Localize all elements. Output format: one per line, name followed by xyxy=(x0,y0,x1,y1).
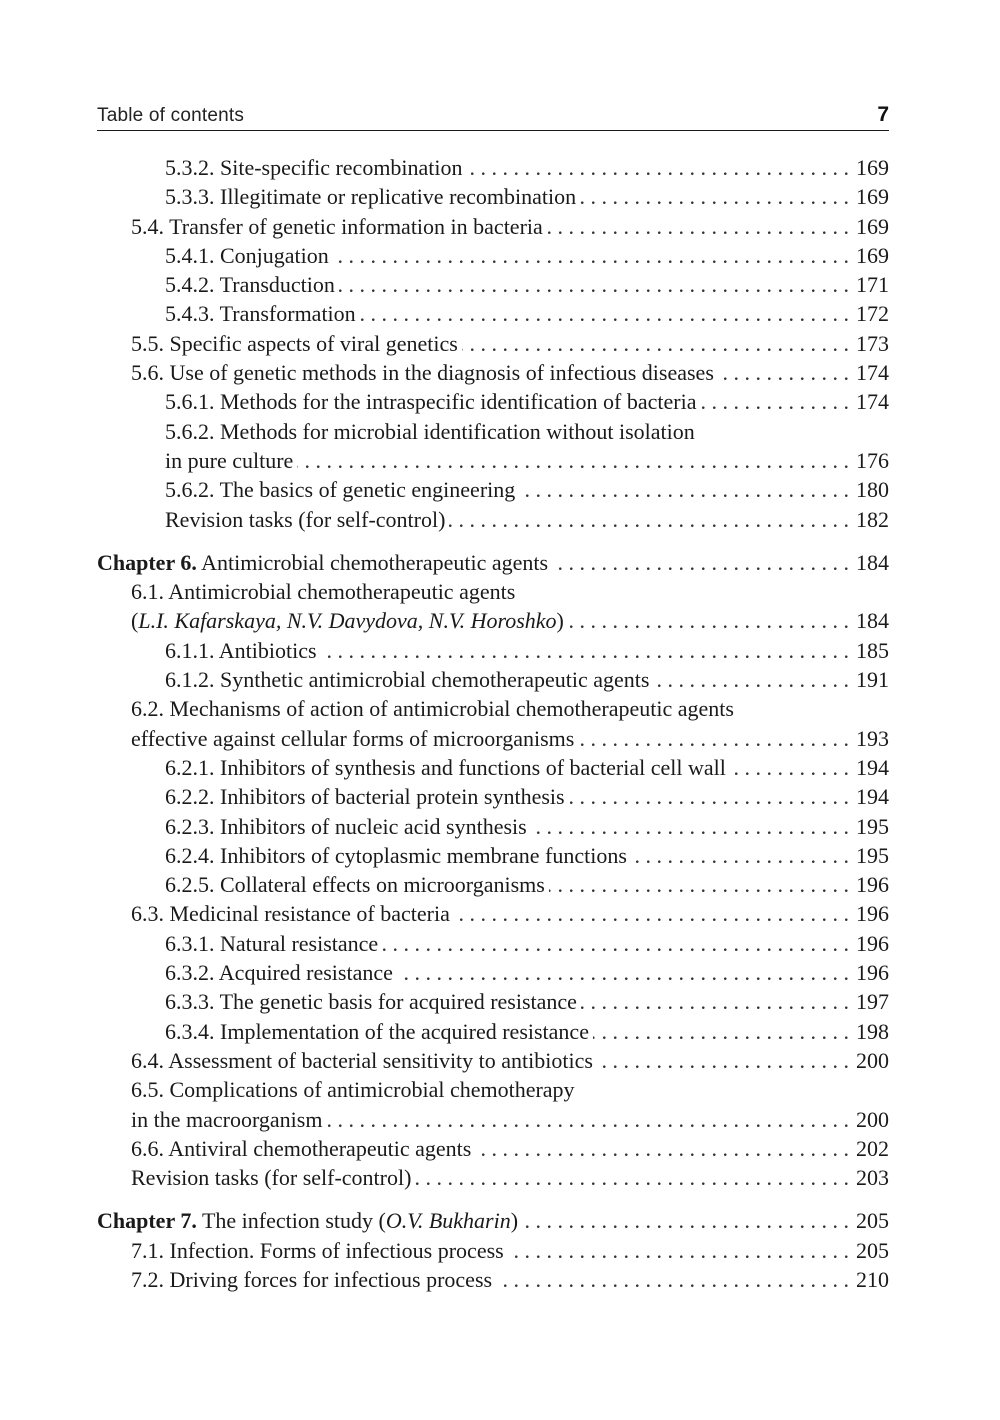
toc-entry-page: 172 xyxy=(856,301,889,327)
dot-leader xyxy=(397,958,849,987)
dot-leader xyxy=(569,782,849,811)
toc-entry-page: 169 xyxy=(856,213,889,239)
toc-entry-page: 174 xyxy=(856,389,889,415)
toc-entry xyxy=(97,505,889,534)
toc-entry-page: 195 xyxy=(856,842,889,868)
toc-entry xyxy=(97,724,889,753)
toc-entry-page: 191 xyxy=(856,667,889,693)
toc-entry-label: 6.5. Complications of antimicrobial chemotherapy xyxy=(131,1077,575,1103)
toc-entry xyxy=(97,212,889,241)
header-page-number: 7 xyxy=(877,103,889,126)
toc-entry-title xyxy=(165,1017,589,1046)
toc-entry-label: 6.2.5. Collateral effects on microorganisms xyxy=(165,872,545,898)
toc-entry-label: 5.3.2. Site-specific recombination xyxy=(165,155,463,180)
dot-leader xyxy=(333,241,849,270)
dot-leader xyxy=(730,753,849,782)
toc-entry xyxy=(97,929,889,958)
toc-entry xyxy=(97,665,889,694)
toc-entry-title xyxy=(131,1265,492,1294)
toc-entry-page: 169 xyxy=(856,242,889,268)
toc-entry xyxy=(97,899,889,928)
toc-entry-page: 194 xyxy=(856,784,889,810)
toc-entry-title xyxy=(131,212,543,241)
dot-leader xyxy=(382,929,849,958)
toc-entry-authors: L.I. Kafarskaya, N.V. Davydova, N.V. Horoshko xyxy=(138,608,557,634)
toc-entry xyxy=(97,694,889,723)
toc-entry xyxy=(97,1134,889,1163)
toc-entry-label: 5.6.2. Methods for microbial identification without isolation xyxy=(165,418,695,444)
toc-entry-label: in pure culture xyxy=(165,447,294,473)
dot-leader xyxy=(653,665,849,694)
toc-chapter-entry xyxy=(97,548,889,577)
toc-entry xyxy=(97,446,889,475)
toc-entry-page: 203 xyxy=(856,1165,889,1191)
toc-entry-title xyxy=(131,329,458,358)
toc-entry-page: 205 xyxy=(856,1237,889,1263)
toc-entry-title xyxy=(165,870,545,899)
dot-leader xyxy=(467,153,849,182)
toc-entry-page: 197 xyxy=(856,989,889,1015)
toc-entry-label: Revision tasks (for self-control) xyxy=(131,1165,412,1191)
toc-entry-label: 5.5. Specific aspects of viral genetics xyxy=(131,330,458,356)
toc-entry xyxy=(97,387,889,416)
toc-entry-page: 173 xyxy=(856,330,889,356)
toc-entry-title xyxy=(165,987,577,1016)
toc-entry-label: 6.3.1. Natural resistance xyxy=(165,930,379,956)
toc-entry-page: 171 xyxy=(856,272,889,298)
toc-entry-page: 169 xyxy=(856,155,889,180)
toc-entry xyxy=(97,329,889,358)
toc-entry-label: 6.6. Antiviral chemotherapeutic agents xyxy=(131,1135,472,1161)
toc-entry xyxy=(97,241,889,270)
toc-entry-title xyxy=(131,694,734,723)
toc-entry-title xyxy=(131,724,574,753)
toc-entry-title xyxy=(165,153,463,182)
toc-entry-label: 6.2.3. Inhibitors of nucleic acid synthesis xyxy=(165,813,527,839)
dot-leader xyxy=(326,1105,849,1134)
dot-leader xyxy=(549,870,849,899)
toc-entry xyxy=(97,299,889,328)
toc-entry-title xyxy=(165,782,565,811)
toc-entry xyxy=(97,1105,889,1134)
toc-entry-title: (L.I. Kafarskaya, N.V. Davydova, N.V. Horoshko) xyxy=(131,608,564,634)
toc-entry-title xyxy=(165,475,515,504)
toc-entry-title xyxy=(131,1046,593,1075)
toc-entry-label: 6.1.2. Synthetic antimicrobial chemotherapeutic agents xyxy=(165,667,650,693)
toc-entry-page: 196 xyxy=(856,930,889,956)
table-of-contents xyxy=(97,153,889,1294)
toc-entry-title xyxy=(131,358,714,387)
toc-entry-label: 5.4. Transfer of genetic information in bacteria xyxy=(131,213,543,239)
toc-entry xyxy=(97,182,889,211)
toc-entry-label: 6.2.2. Inhibitors of bacterial protein synthesis xyxy=(165,784,565,810)
toc-entry xyxy=(97,636,889,665)
toc-entry-page: 210 xyxy=(856,1266,889,1292)
running-header xyxy=(97,103,889,131)
dot-leader xyxy=(593,1017,849,1046)
toc-entry-title xyxy=(131,1163,411,1192)
dot-leader xyxy=(297,446,849,475)
toc-entry-title xyxy=(165,182,576,211)
toc-entry xyxy=(97,870,889,899)
toc-entry-title xyxy=(131,1134,471,1163)
toc-entry-title xyxy=(165,665,649,694)
toc-entry xyxy=(97,1265,889,1294)
toc-entry-title xyxy=(165,241,329,270)
toc-entry-title xyxy=(165,417,695,446)
toc-entry-page: 182 xyxy=(856,506,889,532)
toc-entry-title xyxy=(165,958,393,987)
dot-leader xyxy=(415,1163,849,1192)
toc-entry-label: 7.1. Infection. Forms of infectious process xyxy=(131,1237,504,1263)
toc-entry-label: 6.1. Antimicrobial chemotherapeutic agents xyxy=(131,579,516,605)
toc-entry xyxy=(97,958,889,987)
toc-entry xyxy=(97,1236,889,1265)
toc-entry xyxy=(97,270,889,299)
toc-entry-title xyxy=(165,505,445,534)
toc-entry-label: 5.4.2. Transduction xyxy=(165,272,335,298)
dot-leader xyxy=(321,636,849,665)
toc-entry-page: 200 xyxy=(856,1106,889,1132)
toc-entry-page: 202 xyxy=(856,1135,889,1161)
toc-entry-label: 5.3.3. Illegitimate or replicative recombination xyxy=(165,184,577,210)
toc-entry-label: 5.4.3. Transformation xyxy=(165,301,356,327)
toc-entry xyxy=(97,812,889,841)
toc-entry-title xyxy=(131,899,450,928)
toc-entry-title xyxy=(165,753,726,782)
toc-entry-page: 184 xyxy=(856,608,889,634)
toc-entry-label: 5.4.1. Conjugation xyxy=(165,242,329,268)
toc-entry-page: 196 xyxy=(856,960,889,986)
toc-chapter-entry xyxy=(97,1206,889,1235)
toc-entry xyxy=(97,417,889,446)
toc-entry xyxy=(97,753,889,782)
toc-entry-label: 6.1.1. Antibiotics xyxy=(165,637,317,663)
toc-entry-page: 200 xyxy=(856,1047,889,1073)
dot-leader xyxy=(631,841,849,870)
toc-entry xyxy=(97,153,889,182)
chapter-number: Chapter 6. xyxy=(97,549,197,575)
dot-leader xyxy=(581,987,849,1016)
header-title: Table of contents xyxy=(97,105,245,126)
toc-entry-label: 6.3. Medicinal resistance of bacteria xyxy=(131,901,450,927)
toc-entry-label: 5.6.1. Methods for the intraspecific identification of bacteria xyxy=(165,389,697,415)
dot-leader xyxy=(462,329,849,358)
toc-entry xyxy=(97,358,889,387)
toc-entry-page: 174 xyxy=(856,360,889,386)
toc-entry-label: 6.2. Mechanisms of action of antimicrobial chemotherapeutic agents xyxy=(131,696,734,722)
toc-entry xyxy=(97,577,889,606)
toc-entry-page: 196 xyxy=(856,901,889,927)
toc-entry-title xyxy=(165,929,378,958)
dot-leader xyxy=(568,606,849,635)
dot-leader xyxy=(552,548,849,577)
dot-leader xyxy=(449,505,849,534)
toc-entry xyxy=(97,475,889,504)
dot-leader xyxy=(597,1046,849,1075)
dot-leader xyxy=(718,358,849,387)
toc-entry-page: 194 xyxy=(856,754,889,780)
dot-leader xyxy=(508,1236,849,1265)
toc-entry-label: The infection study xyxy=(201,1208,374,1234)
dot-leader xyxy=(360,299,849,328)
toc-entry-label: Antimicrobial chemotherapeutic agents xyxy=(201,549,549,575)
chapter-number: Chapter 7. xyxy=(97,1208,197,1234)
dot-leader xyxy=(475,1134,849,1163)
toc-entry-title xyxy=(131,1236,504,1265)
toc-entry-title: Chapter 7. The infection study (O.V. Bukharin) xyxy=(97,1208,519,1234)
toc-entry-label: 6.4. Assessment of bacterial sensitivity to antibiotics xyxy=(131,1047,593,1073)
dot-leader xyxy=(700,387,849,416)
toc-entry-title xyxy=(165,387,696,416)
toc-entry-page: 196 xyxy=(856,872,889,898)
toc-entry xyxy=(97,841,889,870)
dot-leader xyxy=(580,182,849,211)
dot-leader xyxy=(522,1206,849,1235)
toc-entry-authors: O.V. Bukharin xyxy=(385,1208,511,1234)
dot-leader xyxy=(547,212,849,241)
toc-entry-label: 6.2.4. Inhibitors of cytoplasmic membrane functions xyxy=(165,842,627,868)
toc-entry-label: 6.2.1. Inhibitors of synthesis and functions of bacterial cell wall xyxy=(165,754,726,780)
dot-leader xyxy=(496,1265,849,1294)
toc-entry-page: 180 xyxy=(856,477,889,503)
toc-entry xyxy=(97,1046,889,1075)
toc-entry-label: Revision tasks (for self-control) xyxy=(165,506,446,532)
toc-entry-title xyxy=(165,299,356,328)
toc-entry-label: 6.3.2. Acquired resistance xyxy=(165,960,393,986)
toc-entry-label: 6.3.4. Implementation of the acquired resistance xyxy=(165,1018,589,1044)
toc-entry-page: 195 xyxy=(856,813,889,839)
toc-entry xyxy=(97,606,889,635)
toc-entry xyxy=(97,1163,889,1192)
toc-entry-label: effective against cellular forms of microorganisms xyxy=(131,725,575,751)
toc-entry-title xyxy=(165,841,627,870)
toc-entry-page: 205 xyxy=(856,1208,889,1234)
toc-entry-title xyxy=(97,548,548,577)
toc-entry-label: in the macroorganism xyxy=(131,1106,323,1132)
toc-entry xyxy=(97,782,889,811)
toc-entry-page: 176 xyxy=(856,447,889,473)
dot-leader xyxy=(454,899,849,928)
toc-entry-page: 185 xyxy=(856,637,889,663)
dot-leader xyxy=(519,475,849,504)
toc-entry-title xyxy=(165,270,335,299)
toc-entry-label: 7.2. Driving forces for infectious process xyxy=(131,1266,493,1292)
dot-leader xyxy=(531,812,849,841)
toc-entry-title xyxy=(131,1105,322,1134)
toc-entry-title xyxy=(165,636,317,665)
dot-leader xyxy=(578,724,849,753)
toc-entry xyxy=(97,1075,889,1104)
dot-leader xyxy=(339,270,849,299)
toc-entry-label: 5.6.2. The basics of genetic engineering xyxy=(165,477,516,503)
toc-entry-label: 5.6. Use of genetic methods in the diagnosis of infectious diseases xyxy=(131,360,714,386)
toc-entry-title xyxy=(131,1075,575,1104)
toc-entry-label: 6.3.3. The genetic basis for acquired resistance xyxy=(165,989,577,1015)
toc-entry-page: 198 xyxy=(856,1018,889,1044)
toc-entry-page: 169 xyxy=(856,184,889,210)
toc-entry xyxy=(97,1017,889,1046)
toc-entry-page: 184 xyxy=(856,549,889,575)
toc-entry-title xyxy=(131,577,515,606)
toc-entry-title xyxy=(165,812,527,841)
toc-entry xyxy=(97,987,889,1016)
toc-entry-page: 193 xyxy=(856,725,889,751)
toc-entry-title xyxy=(165,446,293,475)
